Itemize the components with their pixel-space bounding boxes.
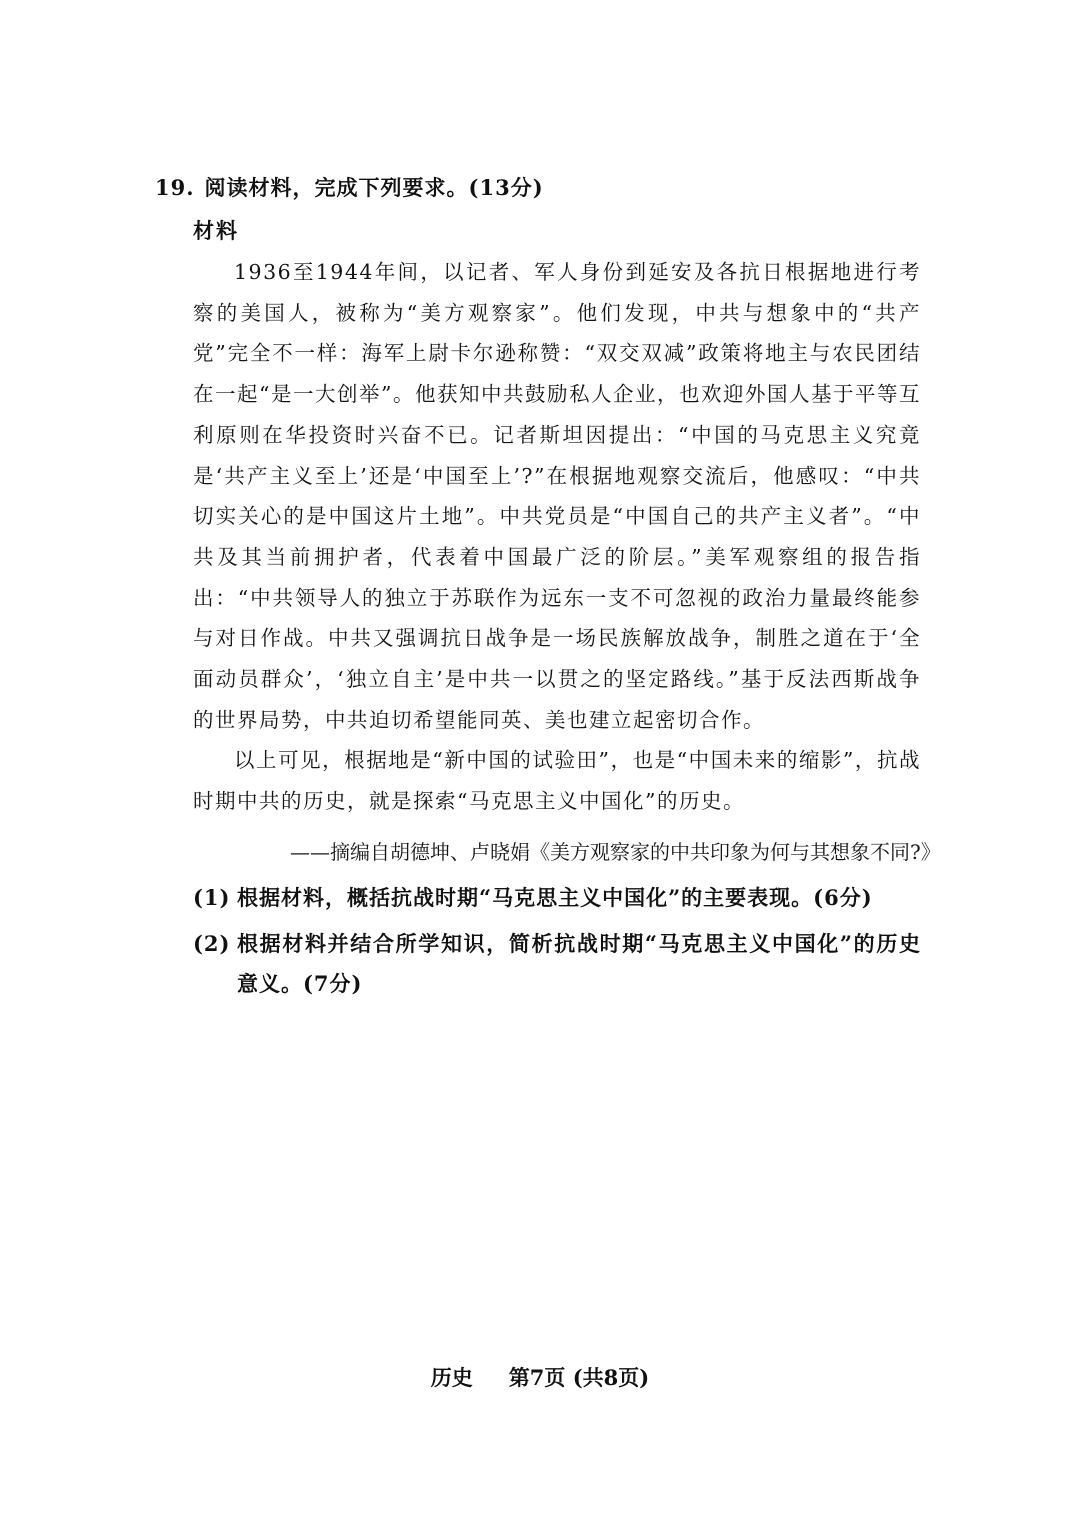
material-label: 材料 [193,218,239,243]
footer-page-number: 第7页 (共8页) [508,1365,650,1390]
question-number: 19. [155,175,195,200]
material-paragraph-2: 以上可见，根据地是“新中国的试验田”，也是“中国未来的缩影”，抗战时期中共的历史，就是探索“马克思主义中国化”的历史。 [193,748,921,814]
question-header [155,172,544,202]
subquestion-list [193,878,921,1010]
subquestion-text: 根据材料，概括抗战时期“马克思主义中国化”的主要表现。(6分) [237,885,873,910]
page-footer [0,1362,1080,1392]
material-body [193,252,921,822]
question-instruction: 阅读材料，完成下列要求。(13分) [204,175,544,200]
material-paragraph-1: 1936至1944年间，以记者、军人身份到延安及各抗日根据地进行考察的美国人，被称为“美方观察家”。他们发现，中共与想象中的“共产党”完全不一样：海军上尉卡尔逊称赞：“双交双减”政策将地主与农民团结在一起“是一大创举”。他获知中共鼓励私人企业，也欢迎外国人基于平等互利原则在华投资时兴奋不已。记者斯坦因提出：“中国的马克思主义究竟是‘共产主义至上’还是‘中国至上’?”在根据地观察交流后，他感叹：“中共切实关心的是中国这片土地”。中共党员是“中国自己的共产主义者”。“中共及其当前拥护者，代表着中国最广泛的阶层。”美军观察组的报告指出：“中共领导人的独立于苏联作为远东一支不可忽视的政治力量最终能参与对日作战。中共又强调抗日战争是一场民族解放战争，制胜之道在于‘全面动员群众’，‘独立自主’是中共一以贯之的坚定路线。”基于反法西斯战争的世界局势，中共迫切希望能同英、美也建立起密切合作。 [193,260,921,732]
subquestion-1 [193,878,921,918]
subquestion-text: 根据材料并结合所学知识，简析抗战时期“马克思主义中国化”的历史意义。(7分) [237,931,921,996]
subquestion-2 [193,924,921,1004]
subquestion-number: (2) [193,931,231,956]
subquestion-number: (1) [193,885,231,910]
material-source: ——摘编自胡德坤、卢晓娟《美方观察家的中共印象为何与其想象不同?》 [290,840,941,864]
footer-subject: 历史 [430,1365,473,1390]
